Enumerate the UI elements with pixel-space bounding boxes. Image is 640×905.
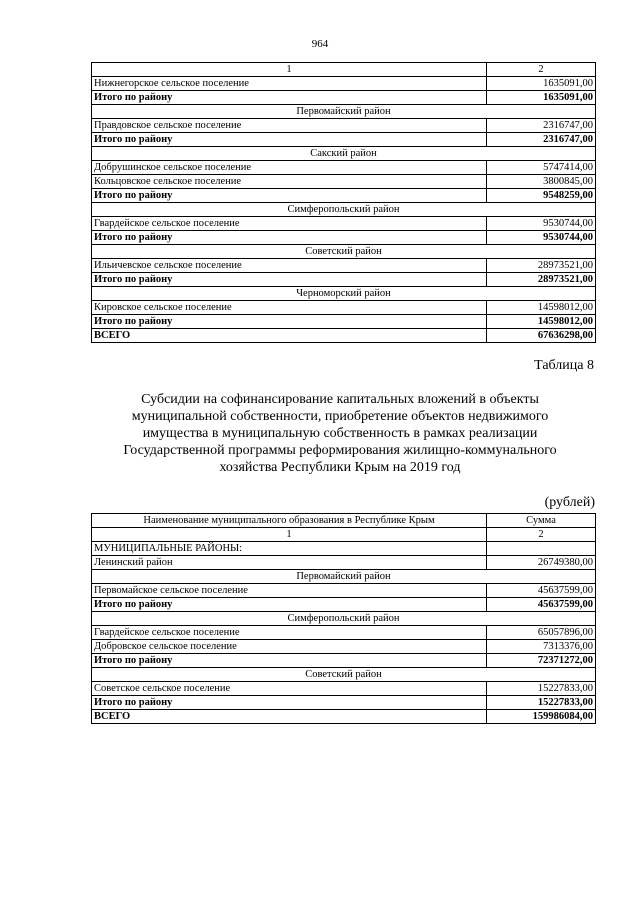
municipality-name: Добрушинское сельское поселение [92,161,487,175]
column-number-2: 2 [487,63,596,77]
district-header-row [92,105,596,119]
total-row [92,710,596,724]
amount: 1635091,00 [487,91,596,105]
title-line: муниципальной собственности, приобретение объектов недвижимого [131,409,549,424]
amount: 45637599,00 [487,598,596,612]
table-row [92,119,596,133]
column-header-sum: Сумма [487,514,596,528]
amount: 9548259,00 [487,189,596,203]
district-name: Первомайский район [92,570,596,584]
amount: 159986084,00 [487,710,596,724]
table-row [92,682,596,696]
table-row [92,217,596,231]
amount: 2316747,00 [487,133,596,147]
amount: 7313376,00 [487,640,596,654]
amount [487,542,596,556]
table-row [92,259,596,273]
table-row [92,556,596,570]
amount: 14598012,00 [487,301,596,315]
municipality-name: МУНИЦИПАЛЬНЫЕ РАЙОНЫ: [92,542,487,556]
amount: 65057896,00 [487,626,596,640]
column-number-2: 2 [487,528,596,542]
municipality-name: Итого по району [92,231,487,245]
total-row [92,654,596,668]
district-name: Советский район [92,668,596,682]
column-number-row [92,63,596,77]
total-row [92,231,596,245]
district-header-row [92,147,596,161]
amount: 9530744,00 [487,217,596,231]
municipality-name: Нижнегорское сельское поселение [92,77,487,91]
district-name: Черноморский район [92,287,596,301]
district-name: Симферопольский район [92,612,596,626]
municipality-name: Итого по району [92,189,487,203]
total-row [92,696,596,710]
subsidy-table-continued [91,62,596,343]
district-header-row [92,287,596,301]
district-name: Советский район [92,245,596,259]
subsidy-table-8 [91,513,596,724]
table-row [92,161,596,175]
column-number-row [92,528,596,542]
table-title [80,391,600,476]
municipality-name: Итого по району [92,598,487,612]
amount: 14598012,00 [487,315,596,329]
district-name: Симферопольский район [92,203,596,217]
district-header-row [92,203,596,217]
title-line: имущества в муниципальную собственность в рамках реализации [142,426,538,441]
municipality-name: Итого по району [92,91,487,105]
table-row [92,584,596,598]
district-header-row [92,668,596,682]
municipality-name: Кольцовское сельское поселение [92,175,487,189]
municipality-name: ВСЕГО [92,710,487,724]
amount: 5747414,00 [487,161,596,175]
table-row [92,77,596,91]
total-row [92,189,596,203]
total-row [92,598,596,612]
amount: 15227833,00 [487,696,596,710]
municipality-name: Кировское сельское поселение [92,301,487,315]
amount: 1635091,00 [487,77,596,91]
total-row [92,133,596,147]
title-line: Государственной программы реформирования жилищно-коммунального [123,443,557,458]
table-row [92,542,596,556]
amount: 9530744,00 [487,231,596,245]
unit-label: (рублей) [544,495,595,510]
municipality-name: Первомайское сельское поселение [92,584,487,598]
municipality-name: Итого по району [92,315,487,329]
column-number-1: 1 [92,63,487,77]
municipality-name: Итого по району [92,696,487,710]
amount: 67636298,00 [487,329,596,343]
municipality-name: Советское сельское поселение [92,682,487,696]
municipality-name: Ленинский район [92,556,487,570]
municipality-name: Правдовское сельское поселение [92,119,487,133]
amount: 28973521,00 [487,273,596,287]
municipality-name: Итого по району [92,133,487,147]
table-row [92,175,596,189]
municipality-name: Гвардейское сельское поселение [92,626,487,640]
amount: 72371272,00 [487,654,596,668]
table-row [92,626,596,640]
municipality-name: Гвардейское сельское поселение [92,217,487,231]
amount: 28973521,00 [487,259,596,273]
district-name: Сакский район [92,147,596,161]
district-name: Первомайский район [92,105,596,119]
table-row [92,301,596,315]
page-number: 964 [311,38,329,50]
total-row [92,315,596,329]
table-row [92,640,596,654]
column-header-row [92,514,596,528]
total-row [92,273,596,287]
amount: 26749380,00 [487,556,596,570]
district-header-row [92,245,596,259]
title-line: Субсидии на софинансирование капитальных вложений в объекты [141,392,539,407]
municipality-name: Добровское сельское поселение [92,640,487,654]
municipality-name: Итого по району [92,273,487,287]
amount: 45637599,00 [487,584,596,598]
district-header-row [92,570,596,584]
title-line: хозяйства Республики Крым на 2019 год [219,460,461,475]
total-row [92,91,596,105]
municipality-name: Ильичевское сельское поселение [92,259,487,273]
municipality-name: Итого по району [92,654,487,668]
column-header-name: Наименование муниципального образования в Республике Крым [92,514,487,528]
table-label: Таблица 8 [534,358,594,373]
column-number-1: 1 [92,528,487,542]
amount: 15227833,00 [487,682,596,696]
municipality-name: ВСЕГО [92,329,487,343]
total-row [92,329,596,343]
district-header-row [92,612,596,626]
amount: 3800845,00 [487,175,596,189]
amount: 2316747,00 [487,119,596,133]
